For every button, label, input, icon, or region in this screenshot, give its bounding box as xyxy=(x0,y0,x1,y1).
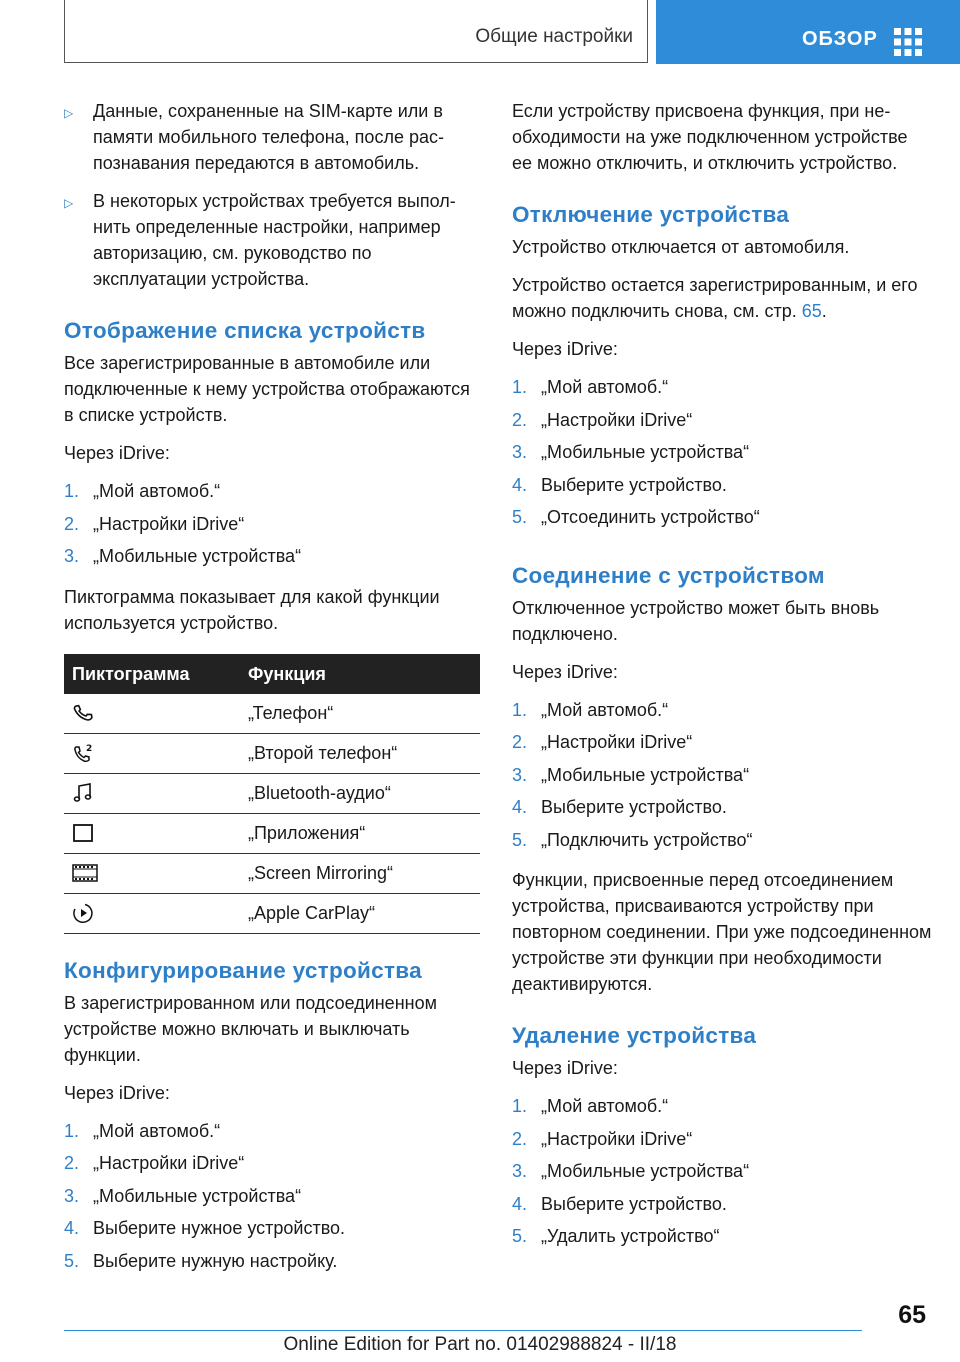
function-label: „Второй телефон“ xyxy=(248,733,480,773)
table-header-function: Функция xyxy=(248,654,480,694)
second-phone-icon xyxy=(72,742,94,764)
list-item: 2. „Настройки iDrive“ xyxy=(512,407,932,440)
header-section-title: Общие настройки xyxy=(475,26,633,47)
via-idrive: Через iDrive: xyxy=(64,1082,170,1103)
list-item: 1. „Мой автомоб.“ xyxy=(512,697,932,730)
page-number: 65 xyxy=(898,1301,926,1329)
right-column xyxy=(512,98,932,1264)
step-list xyxy=(64,478,484,576)
bullet-text: Данные, сохраненные на SIM-карте или в памяти мобильного телефона, после распознавания передаются в автомобиль. xyxy=(93,101,444,173)
function-label: „Screen Mirroring“ xyxy=(248,853,480,893)
step-list xyxy=(64,1118,484,1281)
step-text: „Мобильные устройства“ xyxy=(541,1161,750,1181)
list-item: 4. Выберите устройство. xyxy=(512,472,932,505)
left-column xyxy=(64,98,484,1288)
list-item: 1. „Мой автомоб.“ xyxy=(512,1093,932,1126)
list-item: 1. „Мой автомоб.“ xyxy=(64,1118,484,1151)
bullet-text: В некоторых устройствах требуется выполнить определенные настройки, например авторизацию, см. руководство по эксплуатации устройства. xyxy=(93,191,456,289)
heading-disconnect-device: Отключение устройства xyxy=(512,202,790,227)
heading-delete-device: Удаление устройства xyxy=(512,1023,757,1048)
step-text: „Отсоединить устройство“ xyxy=(541,507,760,527)
via-idrive: Через iDrive: xyxy=(512,1058,618,1078)
step-text: Выберите нужную настройку. xyxy=(93,1250,338,1271)
bullet-item xyxy=(64,98,484,176)
list-item: 3. „Мобильные устройства“ xyxy=(512,1158,932,1191)
list-item: 5. „Подключить устройство“ xyxy=(512,827,932,860)
step-text: Выберите устройство. xyxy=(541,797,727,817)
step-text: „Мой автомоб.“ xyxy=(93,481,221,501)
paragraph: Если устройству присвоена функция, при необходимости на уже подключенном устройстве ее можно отключить, и отключить устройство. xyxy=(512,101,908,173)
step-text: „Настройки iDrive“ xyxy=(93,513,245,534)
table-header xyxy=(64,654,480,694)
paragraph: Устройство отключается от автомобиля. xyxy=(512,237,850,257)
list-item: 2. „Настройки iDrive“ xyxy=(64,511,484,544)
via-idrive: Через iDrive: xyxy=(512,661,618,682)
heading-device-list: Отображение списка устройств xyxy=(64,318,426,343)
list-item: 5. Выберите нужную настройку. xyxy=(64,1248,484,1281)
function-label: „Приложения“ xyxy=(248,813,480,853)
list-item: 2. „Настройки iDrive“ xyxy=(512,729,932,762)
triangle-bullet-icon: ▷ xyxy=(64,106,74,120)
icon-function-table xyxy=(64,654,480,934)
table-row xyxy=(64,733,480,773)
paragraph-with-link xyxy=(512,272,932,324)
apps-icon xyxy=(72,822,94,844)
paragraph: В зарегистрированном или подсоединенном устройстве можно включать и выключать функции. xyxy=(64,992,437,1065)
overview-label: ОБЗОР xyxy=(802,28,878,50)
step-text: „Удалить устройство“ xyxy=(541,1226,720,1246)
function-label: „Телефон“ xyxy=(248,694,480,734)
list-item: 3. „Мобильные устройства“ xyxy=(64,1183,484,1216)
bullet-item xyxy=(64,188,484,292)
heading-connect-device: Соединение с устройством xyxy=(512,562,825,588)
step-text: „Мой автомоб.“ xyxy=(541,377,669,397)
paragraph-text: Устройство остается зарегистрированным, и его можно подключить снова, см. стр. xyxy=(512,275,918,321)
step-text: „Мой автомоб.“ xyxy=(541,1096,669,1116)
step-text: „Мобильные устройства“ xyxy=(93,1185,302,1206)
list-item: 3. „Мобильные устройства“ xyxy=(64,543,484,576)
step-text: „Подключить устройство“ xyxy=(541,829,753,850)
step-text: „Мой автомоб.“ xyxy=(93,1120,221,1141)
function-label: „Bluetooth-аудио“ xyxy=(248,773,480,813)
step-text: „Мобильные устройства“ xyxy=(541,442,750,462)
page-link[interactable]: 65 xyxy=(801,301,822,321)
list-item: 5. „Удалить устройство“ xyxy=(512,1223,932,1256)
step-text: „Настройки iDrive“ xyxy=(93,1153,245,1173)
step-text: „Настройки iDrive“ xyxy=(541,1128,693,1149)
overview-tab[interactable] xyxy=(656,0,960,64)
step-list xyxy=(512,697,932,860)
table-row xyxy=(64,853,480,893)
paragraph: Отключенное устройство может быть вновь подключено. xyxy=(512,597,880,644)
triangle-bullet-icon: ▷ xyxy=(64,196,74,210)
list-item: 4. Выберите устройство. xyxy=(512,794,932,827)
table-row xyxy=(64,694,480,734)
step-text: Выберите нужное устройство. xyxy=(93,1218,346,1238)
step-text: „Мой автомоб.“ xyxy=(541,699,669,720)
paragraph-end: . xyxy=(821,301,827,321)
step-text: „Настройки iDrive“ xyxy=(541,732,693,752)
list-item: 4. Выберите нужное устройство. xyxy=(64,1215,484,1248)
table-header-icon: Пиктограмма xyxy=(64,654,248,694)
carplay-icon xyxy=(72,902,94,924)
list-item: 1. „Мой автомоб.“ xyxy=(512,374,932,407)
paragraph: Функции, присвоенные перед отсоединением устройства, присваиваются устройству при повторном соединении. При уже подсоединенном устройстве эти функции при необходимости деактивируются. xyxy=(512,870,932,994)
list-item: 1. „Мой автомоб.“ xyxy=(64,478,484,511)
step-list xyxy=(512,374,932,537)
step-list xyxy=(512,1093,932,1256)
header-section-box xyxy=(64,0,648,63)
list-item: 4. Выберите устройство. xyxy=(512,1191,932,1224)
table-row xyxy=(64,893,480,933)
table-row xyxy=(64,773,480,813)
step-text: „Мобильные устройства“ xyxy=(541,764,750,785)
phone-icon xyxy=(72,702,94,724)
list-item: 5. „Отсоединить устройство“ xyxy=(512,504,932,537)
step-text: Выберите устройство. xyxy=(541,474,727,495)
step-text: Выберите устройство. xyxy=(541,1193,727,1214)
footer-divider xyxy=(64,1330,862,1331)
list-item: 2. „Настройки iDrive“ xyxy=(64,1150,484,1183)
music-note-icon xyxy=(72,782,94,804)
list-item: 3. „Мобильные устройства“ xyxy=(512,762,932,795)
paragraph: Все зарегистрированные в автомобиле или подключенные к нему устройства отображаются в списке устройств. xyxy=(64,353,470,425)
film-icon xyxy=(72,862,98,884)
svg-text:2: 2 xyxy=(86,744,93,754)
grid-icon xyxy=(894,28,922,56)
via-idrive: Через iDrive: xyxy=(64,443,170,463)
paragraph: Пиктограмма показывает для какой функции используется устройство. xyxy=(64,586,440,633)
via-idrive: Через iDrive: xyxy=(512,339,618,359)
table-row xyxy=(64,813,480,853)
heading-device-config: Конфигурирование устройства xyxy=(64,957,422,983)
footer-edition: Online Edition for Part no. 01402988824 - II/18 xyxy=(283,1334,677,1355)
list-item: 3. „Мобильные устройства“ xyxy=(512,439,932,472)
function-label: „Apple CarPlay“ xyxy=(248,893,480,933)
step-text: „Настройки iDrive“ xyxy=(541,409,693,430)
step-text: „Мобильные устройства“ xyxy=(93,546,302,566)
list-item: 2. „Настройки iDrive“ xyxy=(512,1126,932,1159)
